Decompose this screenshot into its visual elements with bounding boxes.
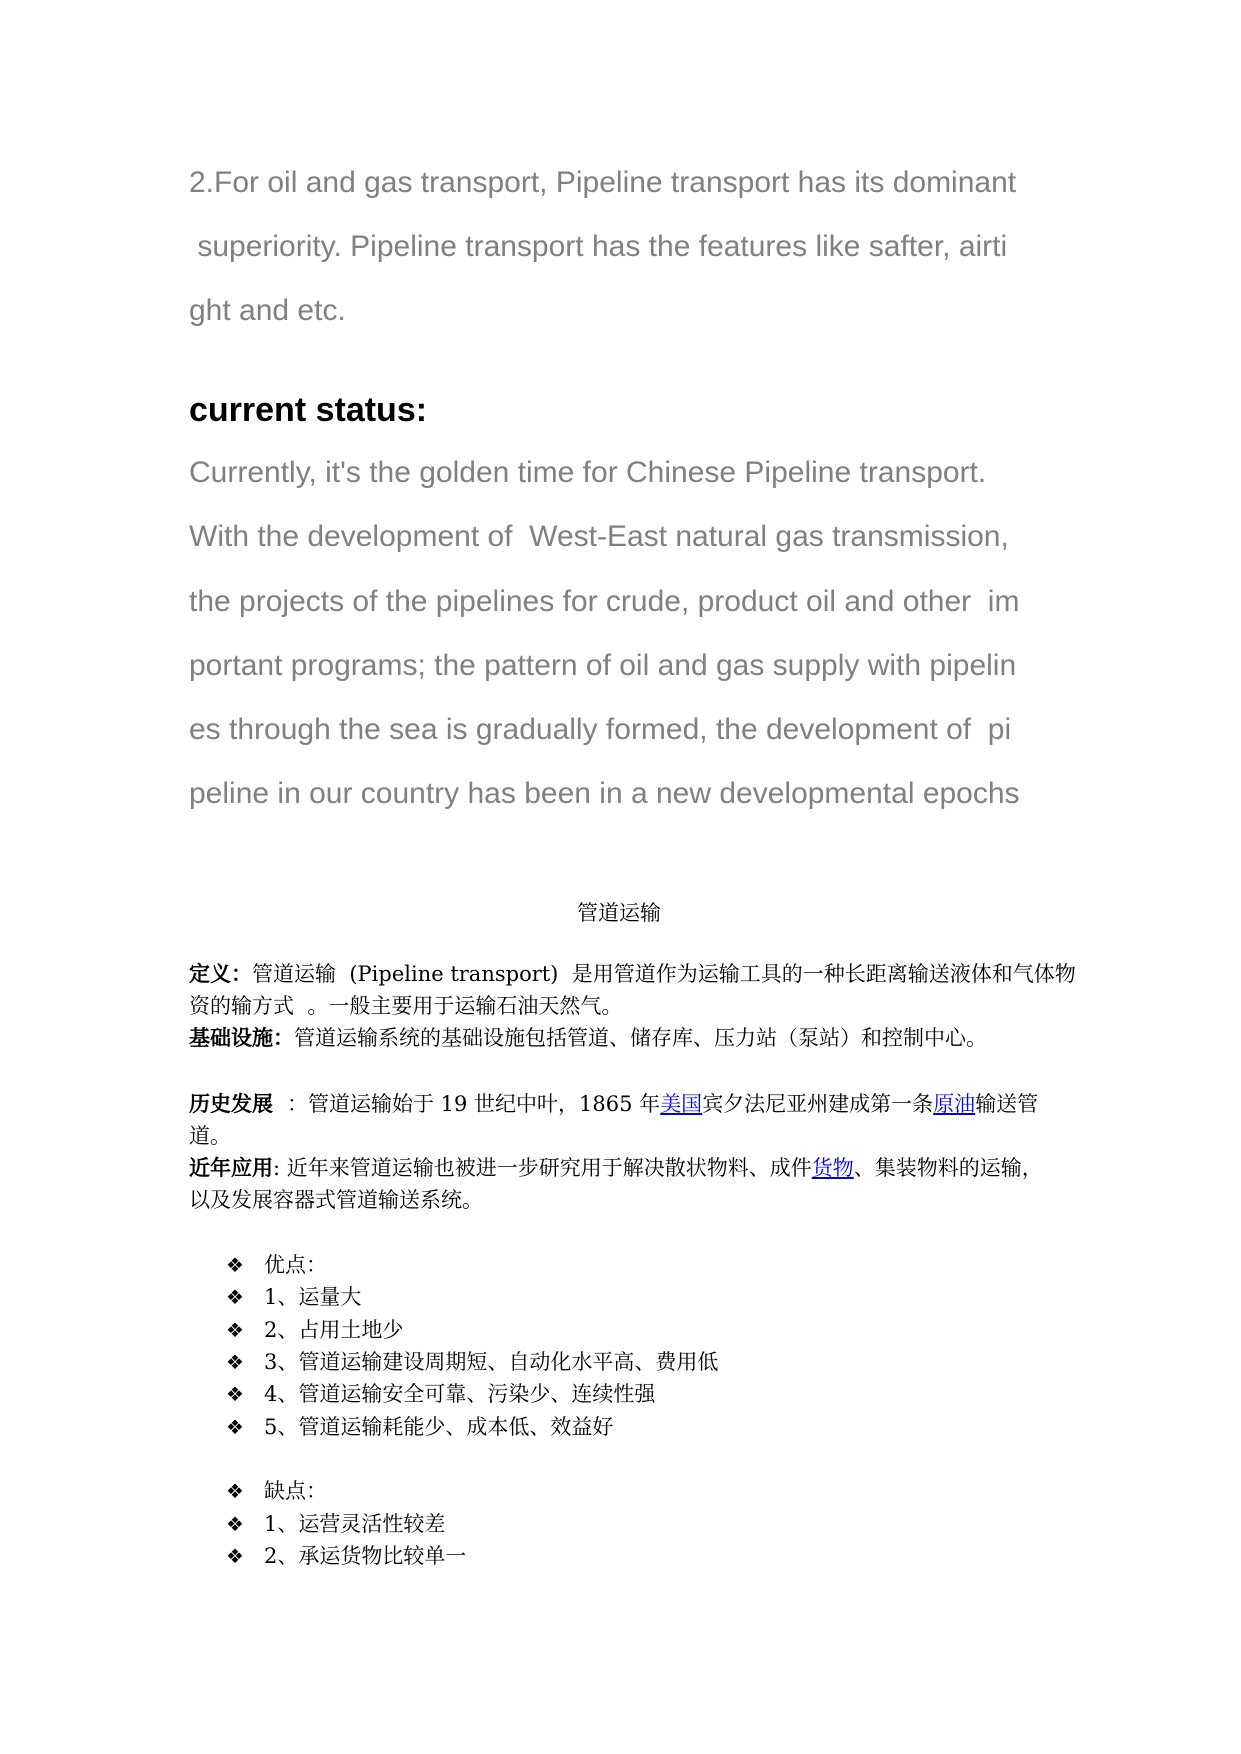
history-text: 宾夕法尼亚州建成第一条	[702, 1092, 934, 1116]
link-crude-oil[interactable]: 原油	[933, 1092, 976, 1116]
paragraph-line: es through the sea is gradually formed, the development of pi	[189, 713, 1012, 746]
recent-line	[189, 1155, 1043, 1181]
history-line	[189, 1091, 1038, 1117]
list-item-text: 2、承运货物比较单一	[264, 1544, 467, 1568]
list-item-text: 4、管道运输安全可靠、污染少、连续性强	[264, 1382, 656, 1406]
link-goods[interactable]: 货物	[811, 1156, 854, 1180]
diamond-bullet-icon: ❖	[226, 1318, 244, 1342]
diamond-bullet-icon: ❖	[226, 1382, 244, 1406]
list-item-text: 缺点：	[264, 1479, 327, 1503]
list-item-text: 5、管道运输耗能少、成本低、效益好	[264, 1415, 614, 1439]
advantages-header	[226, 1252, 327, 1278]
diamond-bullet-icon: ❖	[226, 1544, 244, 1568]
history-line-2: 道。	[189, 1124, 231, 1148]
list-item	[226, 1381, 655, 1407]
definition-text: 管道运输 (Pipeline transport) 是用管道作为运输工具的一种长距离输送液体和气体物	[252, 962, 1076, 986]
infrastructure-text: 管道运输系统的基础设施包括管道、储存库、压力站（泵站）和控制中心。	[294, 1026, 987, 1050]
section-heading: current status:	[189, 391, 428, 429]
diamond-bullet-icon: ❖	[226, 1350, 244, 1374]
recent-text: 、集装物料的运输，	[853, 1156, 1043, 1180]
diamond-bullet-icon: ❖	[226, 1253, 244, 1277]
list-item	[226, 1349, 718, 1375]
recent-line-2: 以及发展容器式管道输送系统。	[189, 1188, 483, 1212]
disadvantages-header	[226, 1478, 327, 1504]
list-item-text: 3、管道运输建设周期短、自动化水平高、费用低	[264, 1350, 719, 1374]
recent-text: : 近年来管道运输也被进一步研究用于解决散状物料、成件	[273, 1156, 812, 1180]
list-item-text: 2、占用土地少	[264, 1318, 404, 1342]
paragraph-line: superiority. Pipeline transport has the features like safter, airti	[189, 230, 1008, 263]
paragraph-line: With the development of West-East natural gas transmission,	[189, 520, 1009, 553]
diamond-bullet-icon: ❖	[226, 1512, 244, 1536]
list-item-text: 1、运营灵活性较差	[264, 1512, 446, 1536]
list-item-text: 优点：	[264, 1253, 327, 1277]
diamond-bullet-icon: ❖	[226, 1285, 244, 1309]
diamond-bullet-icon: ❖	[226, 1415, 244, 1439]
diamond-bullet-icon: ❖	[226, 1479, 244, 1503]
link-usa[interactable]: 美国	[660, 1092, 703, 1116]
paragraph-line: ght and etc.	[189, 294, 346, 327]
list-item	[226, 1511, 445, 1537]
list-item	[226, 1543, 466, 1569]
infrastructure-line	[189, 1025, 987, 1051]
list-item-text: 1、运量大	[264, 1285, 362, 1309]
list-item	[226, 1284, 361, 1310]
paragraph-line: the projects of the pipelines for crude, product oil and other im	[189, 585, 1020, 618]
history-label: 历史发展	[189, 1092, 281, 1116]
infrastructure-label: 基础设施：	[189, 1026, 294, 1050]
paragraph-line: portant programs; the pattern of oil and gas supply with pipelin	[189, 649, 1017, 682]
recent-label: 近年应用	[189, 1156, 273, 1180]
paragraph-line: 2.For oil and gas transport, Pipeline transport has its dominant	[189, 166, 1017, 199]
history-text: ：管道运输始于 19 世纪中叶，1865 年	[280, 1092, 661, 1116]
chinese-title: 管道运输	[577, 901, 661, 925]
list-item	[226, 1317, 403, 1343]
history-text: 输送管	[975, 1092, 1039, 1116]
definition-line	[189, 961, 1076, 987]
paragraph-line: peline in our country has been in a new developmental epochs	[189, 777, 1020, 810]
definition-label: 定义：	[189, 962, 252, 986]
paragraph-line: Currently, it's the golden time for Chinese Pipeline transport.	[189, 456, 987, 489]
list-item	[226, 1414, 613, 1440]
definition-line-2: 资的输方式 。一般主要用于运输石油天然气。	[189, 994, 623, 1018]
